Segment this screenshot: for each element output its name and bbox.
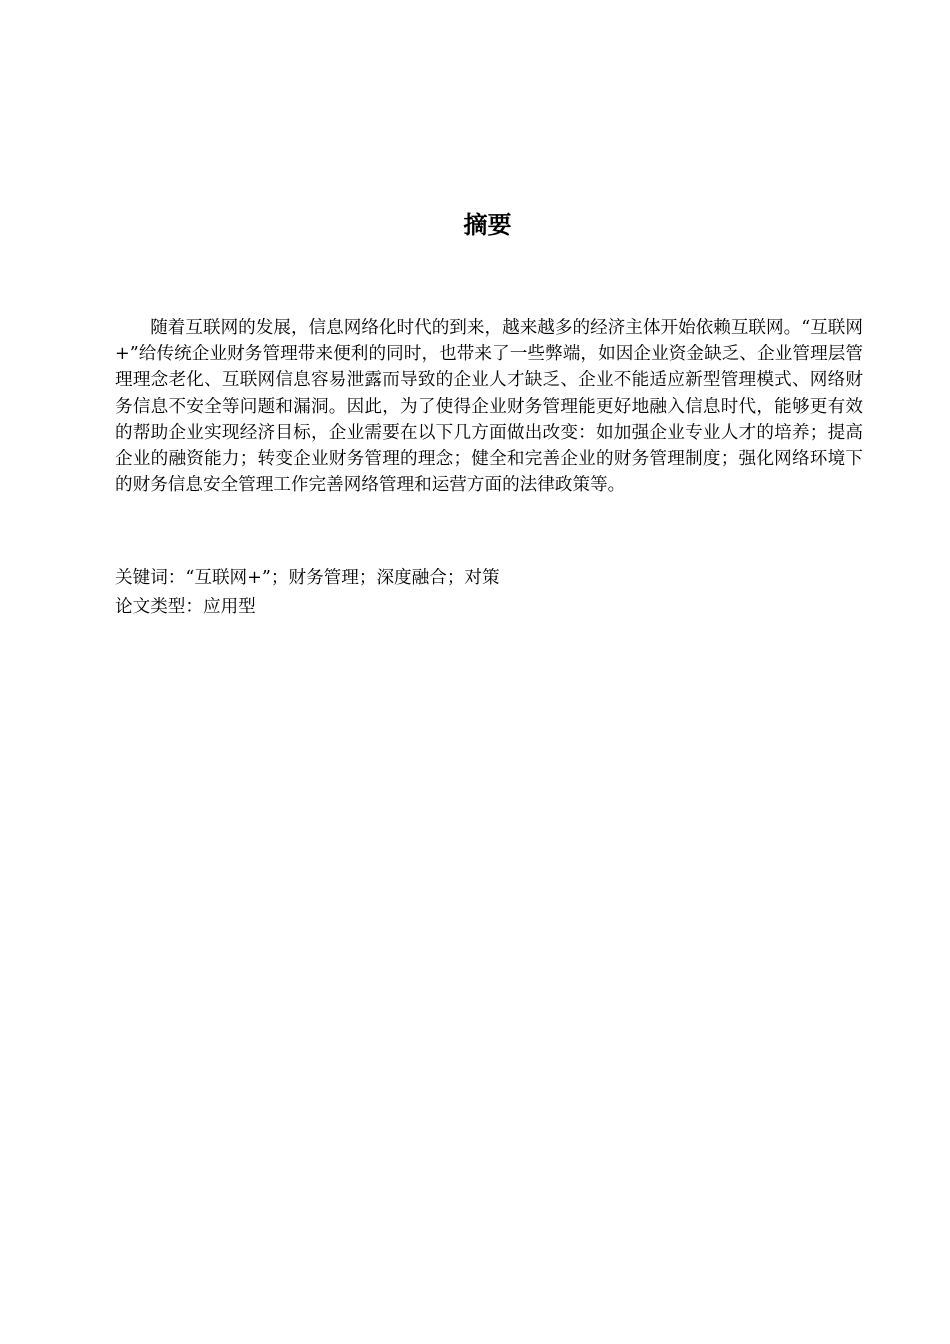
abstract-body: 随着互联网的发展，信息网络化时代的到来，越来越多的经济主体开始依赖互联网。“互联网+”给传统企业财务管理带来便利的同时，也带来了一些弊端，如因企业资金缺乏、企业管理层管理理念老化、互联网信息容易泄露而导致的企业人才缺乏、企业不能适应新型管理模式、网络财务信息不安全等问题和漏洞。因此，为了使得企业财务管理能更好地融入信息时代，能够更有效的帮助企业实现经济目标，企业需要在以下几方面做出改变：如加强企业专业人才的培养；提高企业的融资能力；转变企业财务管理的理念；健全和完善企业的财务管理制度；强化网络环境下的财务信息安全管理工作完善网络管理和运营方面的法律政策等。 [115, 318, 863, 496]
abstract-title: 摘要 [463, 211, 512, 239]
keywords-line: 关键词：“互联网+”；财务管理；深度融合；对策 [115, 568, 500, 588]
thesis-type-line: 论文类型：应用型 [115, 597, 256, 617]
